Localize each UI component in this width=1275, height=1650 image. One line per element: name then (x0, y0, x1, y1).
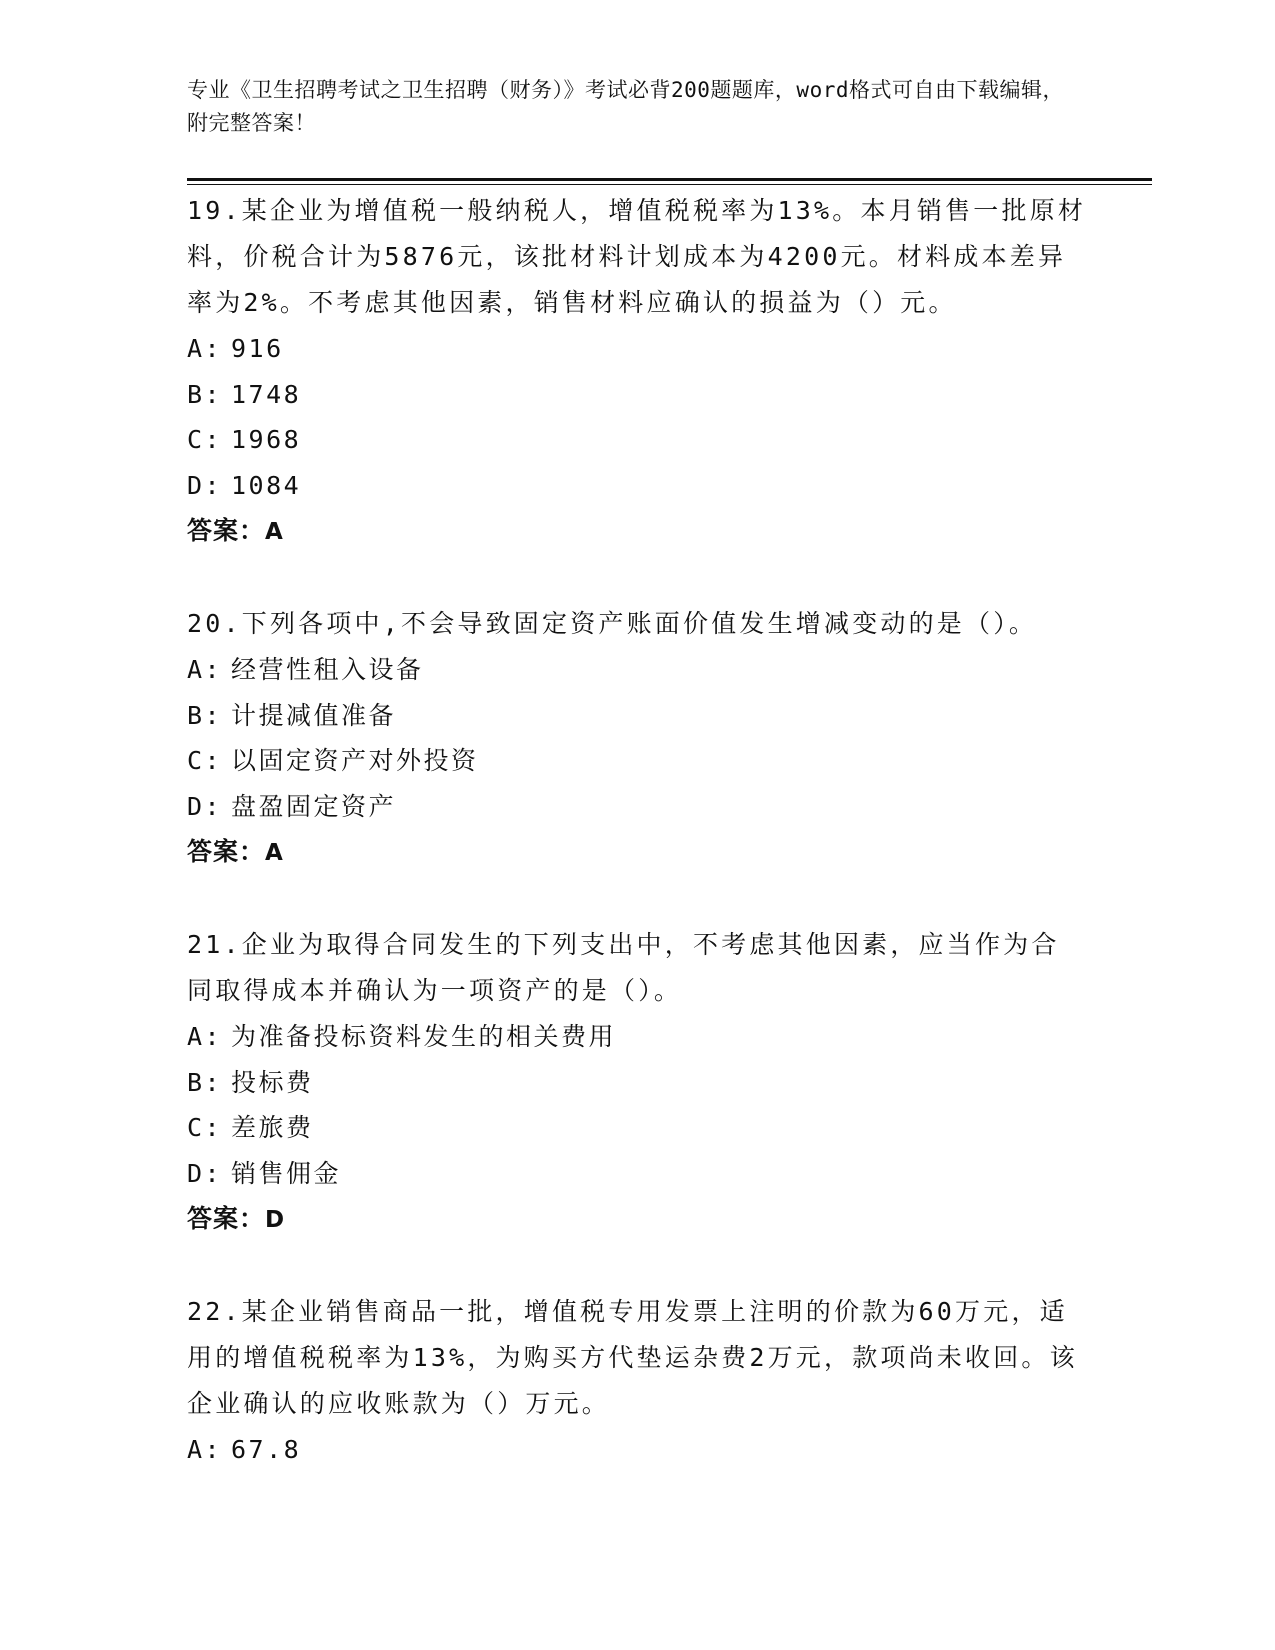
option-c (187, 1105, 1087, 1151)
option-text: 经营性租入设备 (231, 655, 424, 684)
option-letter: B: (187, 379, 223, 409)
question-stem: 21.企业为取得合同发生的下列支出中，不考虑其他因素，应当作为合同取得成本并确认为一项资产的是（）。 (187, 930, 1060, 1005)
option-list (187, 1014, 1087, 1196)
option-text: 916 (231, 334, 284, 363)
option-letter: C: (187, 425, 223, 454)
option-d (187, 784, 1087, 830)
option-text: 1968 (231, 425, 302, 454)
question-20 (187, 601, 1087, 876)
answer-line (187, 1196, 1087, 1243)
option-d (187, 463, 1087, 509)
answer-label: 答案： (187, 516, 266, 545)
option-a (187, 1014, 1087, 1060)
question-list (187, 188, 1087, 1519)
answer-value: D (265, 1207, 286, 1233)
page-header: 专业《卫生招聘考试之卫生招聘（财务）》考试必背200题题库，word格式可自由下载编辑，附完整答案！ (187, 78, 1064, 135)
header-divider-thin (187, 184, 1152, 185)
option-letter: D: (187, 1158, 223, 1188)
option-text: 盘盈固定资产 (231, 791, 397, 821)
option-letter: B: (187, 1067, 223, 1097)
option-text: 投标费 (231, 1067, 314, 1097)
option-b (187, 1060, 1087, 1106)
question-stem: 19.某企业为增值税一般纳税人，增值税税率为13%。本月销售一批原材料，价税合计为5876元，该批材料计划成本为4200元。材料成本差异率为2%。不考虑其他因素，销售材料应确认的损益为（）元。 (187, 196, 1087, 317)
answer-label: 答案： (187, 1204, 266, 1233)
option-text: 以固定资产对外投资 (231, 746, 479, 775)
option-a (187, 1427, 1087, 1473)
option-text: 1748 (231, 379, 302, 409)
answer-line (187, 508, 1087, 555)
option-d (187, 1151, 1087, 1197)
header-divider-thick (187, 178, 1152, 181)
question-22 (187, 1289, 1087, 1473)
option-list (187, 1427, 1087, 1473)
option-b (187, 372, 1087, 418)
option-letter: A: (187, 334, 223, 363)
option-c (187, 417, 1087, 463)
option-text: 1084 (231, 470, 302, 500)
question-21 (187, 922, 1087, 1243)
option-c (187, 738, 1087, 784)
option-text: 差旅费 (231, 1113, 314, 1142)
option-letter: D: (187, 470, 223, 500)
option-letter: B: (187, 700, 223, 730)
option-b (187, 693, 1087, 739)
question-stem: 22.某企业销售商品一批，增值税专用发票上注明的价款为60万元，适用的增值税税率为13%，为购买方代垫运杂费2万元，款项尚未收回。该企业确认的应收账款为（）万元。 (187, 1297, 1078, 1418)
option-text: 计提减值准备 (231, 700, 397, 730)
option-letter: D: (187, 791, 223, 821)
option-a (187, 326, 1087, 372)
answer-value: A (265, 840, 284, 866)
option-list (187, 647, 1087, 829)
option-letter: A: (187, 1435, 223, 1464)
option-a (187, 647, 1087, 693)
option-letter: C: (187, 746, 223, 775)
answer-label: 答案： (187, 837, 266, 866)
answer-value: A (265, 519, 284, 545)
option-letter: A: (187, 655, 223, 684)
question-stem: 20.下列各项中,不会导致固定资产账面价值发生增减变动的是（）。 (187, 609, 1038, 638)
option-letter: C: (187, 1113, 223, 1142)
option-list (187, 326, 1087, 508)
option-text: 为准备投标资料发生的相关费用 (231, 1022, 617, 1051)
answer-line (187, 829, 1087, 876)
option-text: 67.8 (231, 1435, 302, 1464)
option-letter: A: (187, 1022, 223, 1051)
question-19 (187, 188, 1087, 555)
option-text: 销售佣金 (231, 1158, 342, 1188)
